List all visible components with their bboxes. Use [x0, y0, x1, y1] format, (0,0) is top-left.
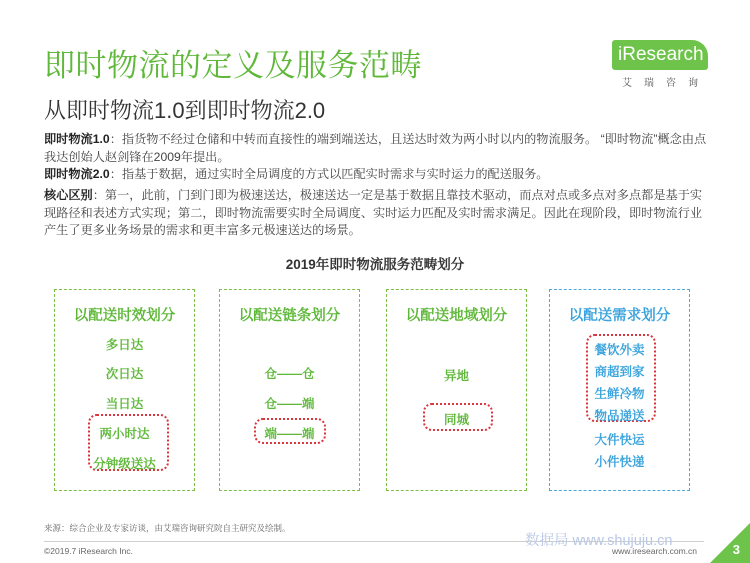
category-box-time: [54, 289, 195, 491]
category-item: 餐饮外卖: [594, 343, 645, 357]
category-title: 以配送链条划分: [238, 308, 341, 324]
category-box-region: [386, 289, 527, 491]
figure-title: 2019年即时物流服务范畴划分: [285, 257, 465, 272]
core-difference: [44, 187, 714, 240]
core-difference-text: ：第一，此前，门到门即为极速送达，极速送达一定是基于数据且靠技术驱动，而点对点或多点对多点都是基于实现路径和表述方式实现；第二，即时物流需要实时全局调度、实时运力匹配及实时需求满足。因此在现阶段，即时物流行业产生了更多业务场景的需求和更丰富多元极速送达的场景。: [44, 188, 703, 237]
category-box-chain: [219, 289, 360, 491]
category-item: 仓——仓: [264, 367, 315, 381]
term-2-0: 即时物流2.0: [44, 167, 110, 181]
category-item: 同城: [443, 413, 469, 427]
logo-subtitle: 艾瑞咨询: [622, 78, 710, 89]
category-item: 生鲜冷物: [594, 387, 645, 401]
page-subtitle: 从即时物流1.0到即时物流2.0: [44, 98, 326, 123]
logo-mark: iResearch: [612, 40, 708, 70]
iresearch-logo: [612, 40, 722, 89]
source-note: 来源：综合企业及专家访谈，由艾瑞咨询研究院自主研究及绘制。: [44, 523, 291, 533]
copyright: ©2019.7 iResearch Inc.: [44, 546, 133, 556]
definition-1-0-text: ：指货物不经过仓储和中转而直接性的端到端送达，且送达时效为两小时以内的物流服务。 “即时物流”概念由点我达创始人赵剑锋在2009年提出。: [44, 132, 707, 164]
definition-2-0-text: ：指基于数据，通过实时全局调度的方式以匹配实时需求与实时运力的配送服务。: [109, 167, 549, 181]
category-item: 物品递送: [594, 409, 645, 423]
category-box-demand: [549, 289, 690, 491]
core-difference-term: 核心区别: [44, 188, 93, 202]
website-url: www.iresearch.com.cn: [612, 546, 698, 556]
term-1-0: 即时物流1.0: [44, 132, 110, 146]
category-item: 仓——端: [264, 397, 315, 411]
category-item: 两小时达: [99, 427, 150, 441]
corner-decoration: [710, 523, 750, 563]
category-item: 端——端: [264, 427, 315, 441]
category-item: 当日达: [105, 397, 144, 411]
category-item: 大件快运: [594, 433, 645, 447]
category-item: 异地: [443, 369, 469, 383]
definition-1-0: [44, 131, 714, 166]
page-title: 即时物流的定义及服务范畴: [44, 48, 422, 83]
category-item: 小件快递: [594, 455, 645, 469]
definition-2-0: [44, 166, 714, 184]
category-item: 分钟级送达: [93, 457, 156, 471]
category-title: 以配送需求划分: [568, 308, 671, 324]
category-item: 多日达: [105, 338, 144, 352]
page-number: 3: [732, 542, 740, 557]
category-title: 以配送时效划分: [73, 308, 176, 324]
watermark: 数据局 www.shujuju.cn: [525, 533, 673, 549]
category-title: 以配送地域划分: [405, 308, 508, 324]
category-item: 次日达: [105, 367, 144, 381]
category-item: 商超到家: [594, 365, 645, 379]
